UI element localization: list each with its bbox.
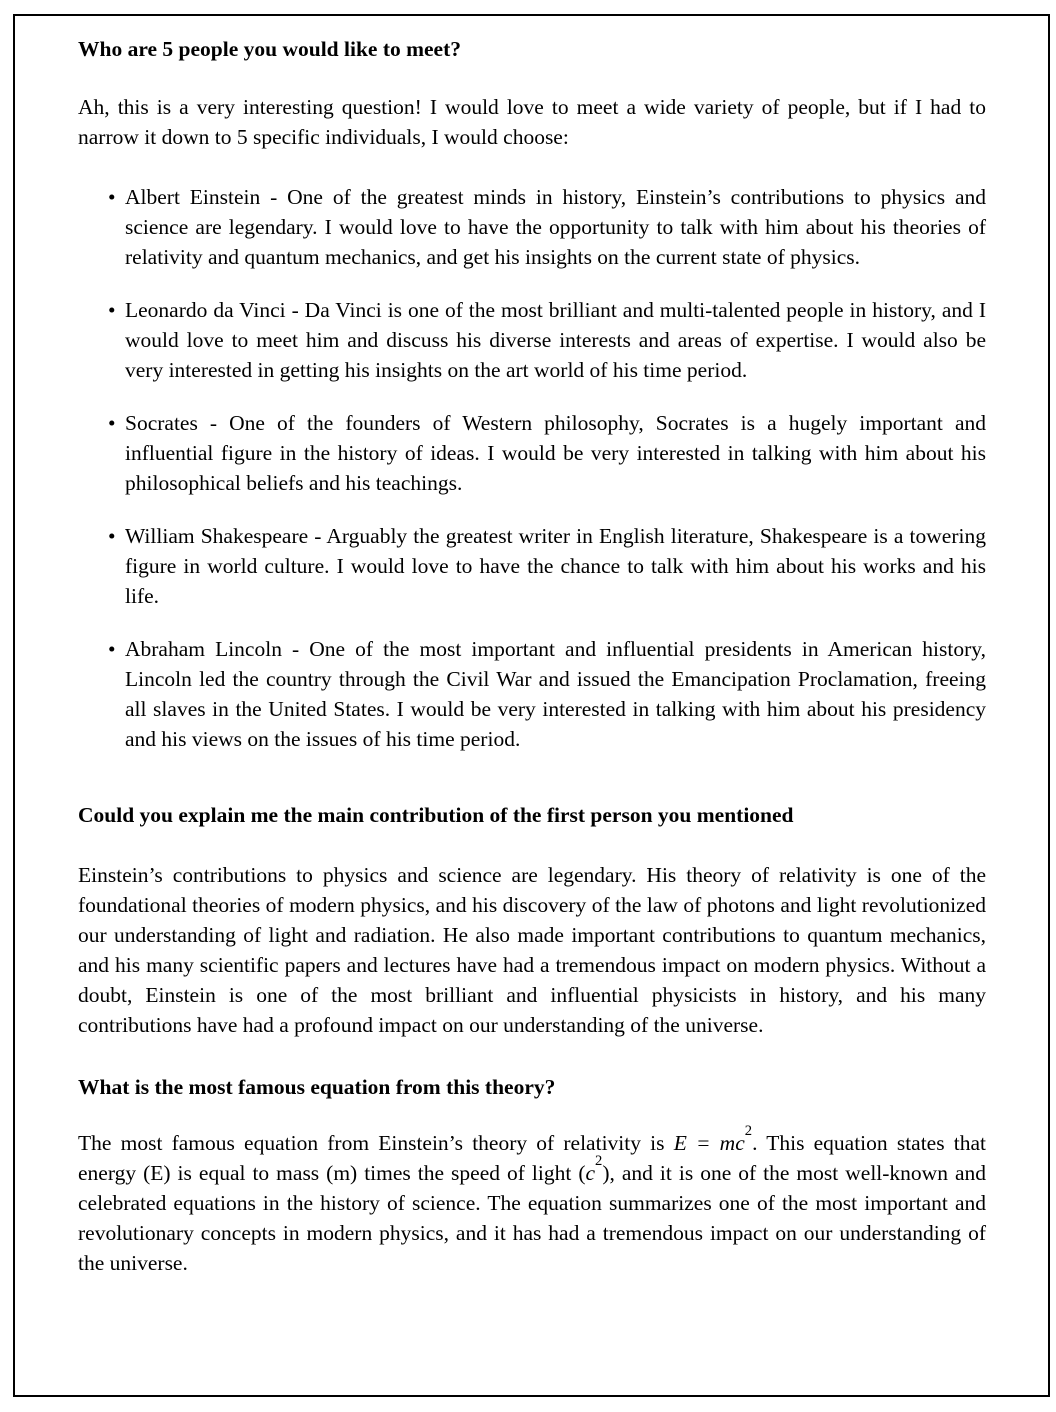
answer-1-intro-paragraph: Ah, this is a very interesting question! I would love to meet a wide variety of people, but if I had to narrow it down to 5 specific individuals, I would choose: [78,95,986,149]
list-item-abraham-lincoln: • Abraham Lincoln - One of the most important and influential presidents in American history, Lincoln led the country through the Civil War and issued the Emancipation Proclamation, freeing all slaves in the United States. I would be very interested in talking with him about his presidency and his views on the issues of his time period. [125,634,986,754]
speed-of-light-exponent: 2 [595,1152,603,1169]
answer-3-text-before: The most famous equation from Einstein’s theory of relativity is [78,1131,674,1155]
equation-exponent: 2 [744,1122,753,1139]
list-item-leonardo-da-vinci: • Leonardo da Vinci - Da Vinci is one of the most brilliant and multi-talented people in history, and I would love to meet him and discuss his diverse interests and areas of expertise. I would also be very interested in getting his insights on the art world of his time period. [125,295,986,385]
list-item-albert-einstein: • Albert Einstein - One of the greatest minds in history, Einstein’s contributions to physics and science are legendary. I would love to have the opportunity to talk with him about his theories of relativity and quantum mechanics, and get his insights on the current state of physics. [125,182,986,272]
conversation-frame [13,14,1050,1397]
answer-2-paragraph: Einstein’s contributions to physics and science are legendary. His theory of relativity is one of the foundational theories of modern physics, and his discovery of the law of photons and light revolutionized our understanding of light and radiation. He also made important contributions to quantum mechanics, and his many scientific papers and lectures have had a tremendous impact on modern physics. Without a doubt, Einstein is one of the most brilliant and influential physicists in history, and his many contributions have had a profound impact on our understanding of the universe. [78,863,986,1037]
answer-3-text-after: ), and it is one of the most well-known and celebrated equations in the history of science. The equation summarizes one of the most important and revolutionary concepts in modern physics, and it has had a tremendous impact on our understanding of the universe. [78,1161,986,1275]
list-item-socrates: • Socrates - One of the founders of Western philosophy, Socrates is a hugely important and influential figure in the history of ideas. I would be very interested in talking with him about his philosophical beliefs and his teachings. [125,408,986,498]
answer-3-text-middle: . This equation states that energy (E) is equal to mass (m) times the speed of light ( [78,1131,987,1185]
question-2-heading: Could you explain me the main contribution of the first person you mentioned [78,803,794,827]
speed-of-light-symbol: c [585,1161,596,1185]
list-item-william-shakespeare: • William Shakespeare - Arguably the greatest writer in English literature, Shakespeare is a towering figure in world culture. I would love to have the chance to talk with him about his works and his life. [125,521,986,611]
answer-3-paragraph [78,1122,987,1278]
people-list [78,182,986,754]
equation-emc: E = mc [673,1131,745,1155]
question-1-heading: Who are 5 people you would like to meet? [78,37,462,61]
question-3-heading: What is the most famous equation from this theory? [78,1075,556,1099]
